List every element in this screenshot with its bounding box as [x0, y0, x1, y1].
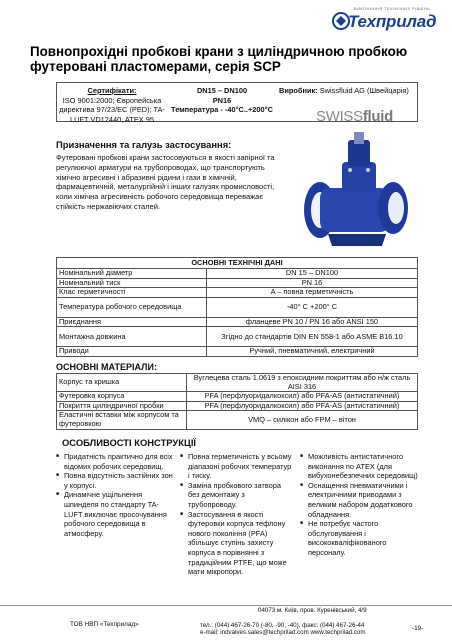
tech-value: PN 16	[207, 278, 418, 288]
page-title: Повнопрохідні пробкові крани з циліндричною пробкою футеровані пластомерами, серія SCP	[30, 44, 408, 74]
material-part: Корпус та кришка	[57, 374, 187, 392]
material-value: VMQ – силікон або FPM – вітон	[187, 411, 418, 429]
manufacturer-value: Swissfluid AG (Швейцарія)	[319, 86, 409, 95]
list-item: ■ Оснащення пневматичними і електричними приводами з великим набором додаткового обладнання.	[300, 481, 420, 519]
brand-tagline: ВИКОНАННЯ ТЕХНІЧНИХ РІШЕНЬ	[354, 6, 431, 11]
certificates-label: Сертифікати:	[87, 86, 137, 95]
material-part: Еластичні вставки між корпусом та футеровкою	[57, 411, 187, 429]
list-item: ■ Заміна пробкового затвора без демонтажу з трубопроводу.	[180, 481, 292, 510]
swiss-logo-part2: fluid	[362, 108, 393, 125]
list-item: ■ Повна відсутність застійних зон у корпусі.	[56, 471, 174, 490]
footer-phones: тел.: (044) 467-26-70 (-80, -90, -40), факс: (044) 467-26-44	[200, 622, 365, 629]
swiss-logo-part1: SWISS	[316, 108, 363, 125]
footer-address: 04073 м. Київ, пров. Куренівський, 4/9	[258, 607, 367, 614]
table-row	[57, 411, 418, 429]
tech-value: Згідно до стандартів DIN EN 558-1 або ASME B16.10	[207, 327, 418, 347]
features-column-1	[56, 452, 174, 538]
materials-table	[56, 373, 418, 430]
footer-company: ТОВ НВП «Техприлад»	[70, 621, 139, 628]
tech-value: фланцеве PN 10 / PN 16 або ANSI 150	[207, 317, 418, 327]
tech-value: Ручний, пневматичний, електричний	[207, 347, 418, 357]
material-value: Вуглецева сталь 1.0619 з епоксидним покриттям або н/ж сталь AISI 316	[187, 374, 418, 392]
tech-data-table	[56, 257, 418, 357]
brand-logo	[318, 6, 440, 36]
tech-param: Приводи	[57, 347, 207, 357]
size-block	[169, 86, 275, 115]
material-value: PFA (перфлуоридалкоксил) або PFA-AS (антистатичний)	[187, 401, 418, 411]
table-row	[57, 347, 418, 357]
list-item: ■ Динамічне ущільнення шпинделя по стандарту TA-LUFT виключає просочування робочого середовища в атмосферу.	[56, 490, 174, 538]
tech-param: Монтажна довжина	[57, 327, 207, 347]
materials-heading: ОСНОВНІ МАТЕРІАЛИ:	[56, 362, 157, 372]
table-row	[57, 392, 418, 402]
manufacturer-block	[279, 86, 415, 96]
list-item: ■ Придатність практично для всіх відомих робочих середовищ.	[56, 452, 174, 471]
table-row	[57, 297, 418, 317]
material-part: Покриття циліндричної пробки	[57, 401, 187, 411]
table-row	[57, 288, 418, 298]
certificates-text: ISO 9001:2000; Європейська директива 97/23/EC (PED); TA-LUFT VD12440, ATEX 95	[59, 95, 165, 124]
table-row	[57, 317, 418, 327]
footer-email: e-mail: indvalves.sales@techprilad.com www.techprilad.com	[200, 629, 366, 637]
list-item: ■ Можливість антистатичного виконання по ATEX (для вибухонебезпечних середовищ)	[300, 452, 420, 481]
tech-value: -40° C +200° C	[207, 297, 418, 317]
page-number: -19-	[412, 625, 424, 632]
purpose-heading: Призначення та галузь застосування:	[56, 139, 232, 150]
table-row	[57, 374, 418, 392]
list-item: ■ Повна герметичність у всьому діапазоні робочих температур і тиску.	[180, 452, 292, 481]
tech-table-heading: ОСНОВНІ ТЕХНІЧНІ ДАНІ	[57, 258, 418, 269]
features-column-3	[300, 452, 420, 558]
temperature-label: Температура	[171, 105, 219, 115]
swissfluid-logo	[316, 108, 406, 126]
footer-divider	[0, 605, 452, 606]
valve-image	[290, 130, 420, 256]
features-heading: ОСОБЛИВОСТІ КОНСТРУКЦІЇ	[62, 437, 197, 448]
manufacturer-label: Виробник:	[279, 86, 318, 95]
material-value: PFA (перфлуоридалкоксил) або PFA-AS (антистатичний)	[187, 392, 418, 402]
tech-value: DN 15 – DN100	[207, 269, 418, 279]
footer-contacts	[200, 622, 366, 637]
table-row	[57, 269, 418, 279]
certificates-block	[59, 86, 165, 124]
list-item: ■ Застосування в якості футеровки корпуса тефлону нового покоління (PFA) збільшує ступінь захисту корпуса в порівнянні з традиційним PTFE, що може мати мікропори.	[180, 510, 292, 577]
dn-range: DN15 – DN100	[196, 86, 248, 95]
material-part: Футеровка корпуса	[57, 392, 187, 402]
table-row	[57, 327, 418, 347]
tech-param: Клас герметичності	[57, 288, 207, 298]
tech-value: A – повна герметичність	[207, 288, 418, 298]
tech-param: Номінальний тиск	[57, 278, 207, 288]
purpose-text: Футеровані пробкові крани застосовуються в якості запірної та регулюючої арматури на трубопроводах, що транспортують хімічно агресивні і абразивні рідини і гази в хімічній, фармацевтичній, металургійній і інших галузях промисловості, коли хімічна агресивність робочого середовища переважає стійкість нержавіючих сталей.	[56, 153, 275, 211]
tech-param: Приєднання	[57, 317, 207, 327]
brand-name: Техприлад	[348, 12, 437, 31]
pn-value: PN16	[212, 95, 232, 105]
list-item: ■ Не потребує частого обслуговування і висококваліфікованого персоналу.	[300, 519, 420, 557]
tech-param: Температура робочого середовища	[57, 297, 207, 317]
tech-param: Номінальний діаметр	[57, 269, 207, 279]
temperature-value: - -40°C..+200°C	[220, 105, 273, 115]
features-column-2	[180, 452, 292, 577]
